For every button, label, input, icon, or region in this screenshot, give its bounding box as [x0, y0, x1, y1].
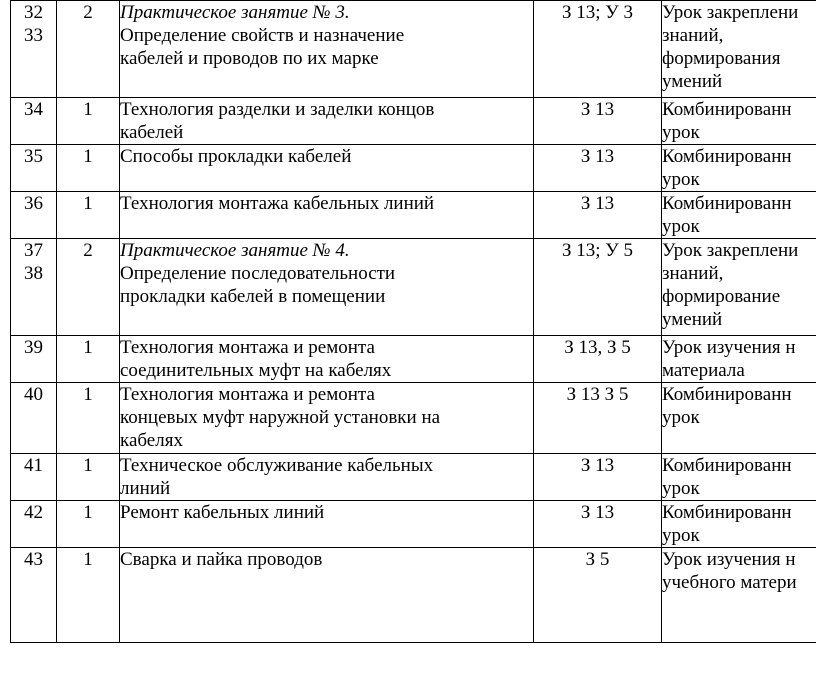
lesson-number: 32	[24, 2, 43, 23]
lesson-number: 40	[24, 384, 43, 405]
lesson-type-line: урок	[662, 216, 700, 237]
lesson-type-line: учебного матери	[662, 572, 797, 593]
lesson-number-cell	[11, 192, 57, 239]
lesson-type-line: урок	[662, 407, 700, 428]
lesson-type-cell	[662, 98, 816, 145]
lesson-number: 35	[24, 146, 43, 167]
lesson-type-line: Комбинированн	[662, 146, 792, 167]
hours-cell	[57, 548, 120, 643]
topic-line: Технология монтажа кабельных линий	[120, 193, 435, 214]
practical-session-title: Практическое занятие № 4.	[120, 240, 350, 261]
lesson-number-cell	[11, 1, 57, 98]
topic-line: Технология монтажа и ремонта	[120, 337, 375, 358]
competency-code: З 13	[580, 99, 615, 120]
competency-code: З 13	[580, 146, 615, 167]
hours-cell	[57, 145, 120, 192]
lesson-type-line: урок	[662, 122, 700, 143]
lesson-type-line: Комбинированн	[662, 384, 792, 405]
topic-line: кабелях	[120, 430, 183, 451]
competency-code: З 13, З 5	[564, 337, 631, 358]
lesson-number: 38	[24, 263, 43, 284]
topic-line: кабелей	[120, 122, 184, 143]
lesson-type-line: знаний,	[662, 25, 724, 46]
lesson-number: 37	[24, 240, 43, 261]
lesson-number-cell	[11, 98, 57, 145]
lesson-type-line: умений	[662, 309, 723, 330]
table-row	[11, 1, 816, 98]
hours-value: 1	[83, 337, 93, 358]
table-row	[11, 239, 816, 336]
hours-value: 1	[83, 502, 93, 523]
topic-cell	[120, 501, 534, 548]
lesson-plan-body	[11, 1, 816, 643]
lesson-type-cell	[662, 239, 816, 336]
lesson-number-cell	[11, 454, 57, 501]
lesson-type-cell	[662, 336, 816, 383]
table-row	[11, 336, 816, 383]
topic-line: кабелей и проводов по их марке	[120, 48, 379, 69]
lesson-number-cell	[11, 548, 57, 643]
lesson-type-cell	[662, 548, 816, 643]
topic-cell	[120, 98, 534, 145]
lesson-type-cell	[662, 145, 816, 192]
lesson-type-line: формирования	[662, 48, 781, 69]
competency-code: З 5	[585, 549, 610, 570]
lesson-number: 39	[24, 337, 43, 358]
topic-cell	[120, 548, 534, 643]
topic-line: Определение свойств и назначение	[120, 25, 405, 46]
topic-line: прокладки кабелей в помещении	[120, 286, 386, 307]
competency-code-cell	[534, 192, 662, 239]
hours-value: 1	[83, 455, 93, 476]
competency-code-cell	[534, 383, 662, 454]
lesson-type-line: умений	[662, 71, 723, 92]
hours-value: 2	[83, 2, 93, 23]
competency-code-cell	[534, 548, 662, 643]
topic-line: Способы прокладки кабелей	[120, 146, 352, 167]
lesson-type-line: Комбинированн	[662, 455, 792, 476]
hours-cell	[57, 1, 120, 98]
lesson-number-cell	[11, 383, 57, 454]
lesson-type-line: Урок изучения н	[662, 337, 796, 358]
lesson-type-line: Урок изучения н	[662, 549, 796, 570]
topic-line: концевых муфт наружной установки на	[120, 407, 441, 428]
topic-line: Определение последовательности	[120, 263, 396, 284]
topic-cell	[120, 336, 534, 383]
competency-code: З 13	[580, 502, 615, 523]
lesson-type-cell	[662, 501, 816, 548]
competency-code: З 13 З 5	[566, 384, 629, 405]
lesson-number: 43	[24, 549, 43, 570]
hours-cell	[57, 239, 120, 336]
hours-cell	[57, 98, 120, 145]
lesson-number: 33	[24, 25, 43, 46]
topic-line: соединительных муфт на кабелях	[120, 360, 392, 381]
lesson-type-line: Урок закреплени	[662, 2, 799, 23]
competency-code-cell	[534, 239, 662, 336]
competency-code-cell	[534, 1, 662, 98]
competency-code-cell	[534, 501, 662, 548]
competency-code: З 13; У 5	[562, 240, 633, 261]
lesson-type-line: урок	[662, 525, 700, 546]
hours-value: 1	[83, 146, 93, 167]
table-row	[11, 192, 816, 239]
lesson-number-cell	[11, 239, 57, 336]
lesson-type-cell	[662, 192, 816, 239]
hours-cell	[57, 336, 120, 383]
lesson-type-cell	[662, 454, 816, 501]
competency-code-cell	[534, 336, 662, 383]
topic-cell	[120, 1, 534, 98]
lesson-number: 34	[24, 99, 43, 120]
hours-cell	[57, 192, 120, 239]
topic-cell	[120, 145, 534, 192]
hours-cell	[57, 501, 120, 548]
lesson-type-line: Комбинированн	[662, 193, 792, 214]
lesson-type-line: Комбинированн	[662, 502, 792, 523]
topic-cell	[120, 239, 534, 336]
lesson-type-line: урок	[662, 478, 700, 499]
topic-line: Технология монтажа и ремонта	[120, 384, 375, 405]
lesson-type-line: Комбинированн	[662, 99, 792, 120]
hours-value: 1	[83, 99, 93, 120]
hours-value: 1	[83, 193, 93, 214]
topic-line: Техническое обслуживание кабельных	[120, 455, 434, 476]
topic-line: линий	[120, 478, 171, 499]
lesson-number-cell	[11, 501, 57, 548]
competency-code: З 13	[580, 193, 615, 214]
hours-value: 2	[83, 240, 93, 261]
lesson-type-line: урок	[662, 169, 700, 190]
hours-value: 1	[83, 384, 93, 405]
lesson-number-cell	[11, 336, 57, 383]
practical-session-title: Практическое занятие № 3.	[120, 2, 350, 23]
lesson-type-line: материала	[662, 360, 745, 381]
table-row	[11, 548, 816, 643]
competency-code-cell	[534, 454, 662, 501]
topic-cell	[120, 454, 534, 501]
competency-code: З 13	[580, 455, 615, 476]
hours-value: 1	[83, 549, 93, 570]
lesson-type-cell	[662, 1, 816, 98]
lesson-type-line: Урок закреплени	[662, 240, 799, 261]
lesson-type-line: знаний,	[662, 263, 724, 284]
topic-cell	[120, 192, 534, 239]
table-row	[11, 145, 816, 192]
competency-code: З 13; У 3	[562, 2, 633, 23]
lesson-number: 41	[24, 455, 43, 476]
lesson-number-cell	[11, 145, 57, 192]
lesson-type-cell	[662, 383, 816, 454]
lesson-number: 42	[24, 502, 43, 523]
competency-code-cell	[534, 98, 662, 145]
lesson-number: 36	[24, 193, 43, 214]
topic-line: Сварка и пайка проводов	[120, 549, 323, 570]
hours-cell	[57, 454, 120, 501]
table-row	[11, 98, 816, 145]
table-row	[11, 454, 816, 501]
hours-cell	[57, 383, 120, 454]
topic-cell	[120, 383, 534, 454]
competency-code-cell	[534, 145, 662, 192]
lesson-plan-table	[10, 0, 816, 643]
topic-line: Технология разделки и заделки концов	[120, 99, 435, 120]
table-row	[11, 501, 816, 548]
topic-line: Ремонт кабельных линий	[120, 502, 325, 523]
table-row	[11, 383, 816, 454]
lesson-type-line: формирование	[662, 286, 781, 307]
